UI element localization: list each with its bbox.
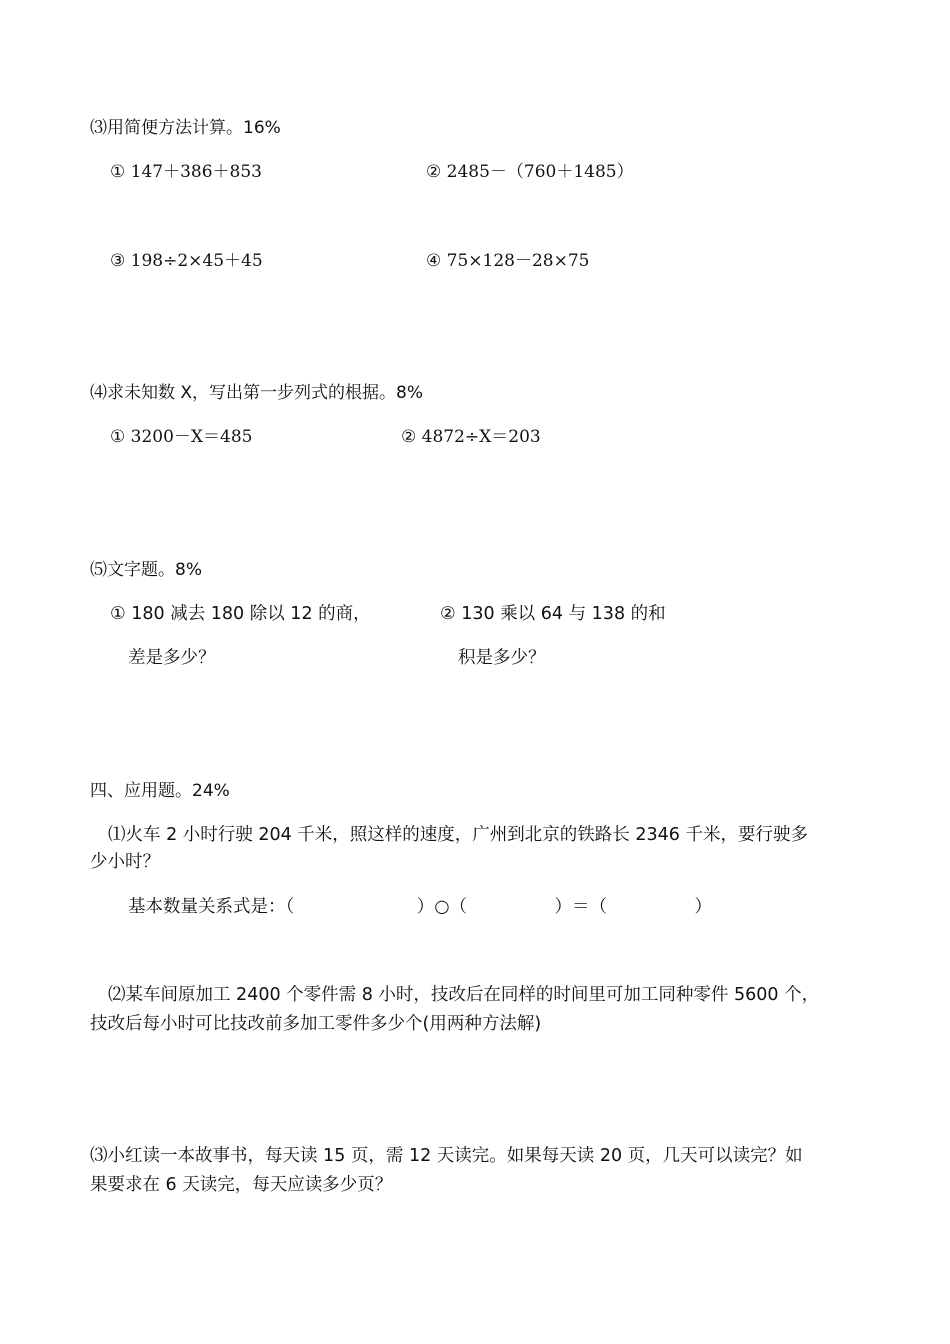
section-4-heading: ⑷求未知数 X，写出第一步列式的根据。8% <box>90 383 424 403</box>
problem-3-2: ② 2485－（760＋1485） <box>426 162 634 182</box>
word-problem-2-line1: ② 130 乘以 64 与 138 的和 <box>440 604 666 624</box>
section-5-heading: ⑸文字题。8% <box>90 560 202 580</box>
problem-3-4: ④ 75×128－28×75 <box>426 251 590 271</box>
application-2-line2: 技改后每小时可比技改前多加工零件多少个(用两种方法解) <box>90 1014 542 1034</box>
word-problem-1-line1: ① 180 减去 180 除以 12 的商， <box>110 604 371 624</box>
application-3-line2: 果要求在 6 天读完，每天应读多少页？ <box>90 1175 393 1195</box>
problem-3-1: ① 147＋386＋853 <box>110 162 262 182</box>
part-4-heading: 四、应用题。24% <box>90 781 230 801</box>
equation-4-2: ② 4872÷X＝203 <box>401 427 541 447</box>
application-1-line1: ⑴火车 2 小时行驶 204 千米，照这样的速度，广州到北京的铁路长 2346 千米，要行驶多 <box>108 825 808 845</box>
application-2-line1: ⑵某车间原加工 2400 个零件需 8 小时，技改后在同样的时间里可加工同种零件 5600 个， <box>108 985 820 1005</box>
equation-4-1: ① 3200－X＝485 <box>110 427 253 447</box>
problem-3-3: ③ 198÷2×45＋45 <box>110 251 263 271</box>
word-problem-1-line2: 差是多少？ <box>128 648 216 668</box>
application-1-line2: 少小时？ <box>90 852 160 872</box>
relationship-formula: 基本数量关系式是：（ ）○（ ）＝（ ） <box>128 897 713 917</box>
word-problem-2-line2: 积是多少？ <box>458 648 546 668</box>
section-3-heading: ⑶用简便方法计算。16% <box>90 118 281 138</box>
application-3-line1: ⑶小红读一本故事书，每天读 15 页，需 12 天读完。如果每天读 20 页，几天可以读完？如 <box>90 1146 803 1166</box>
